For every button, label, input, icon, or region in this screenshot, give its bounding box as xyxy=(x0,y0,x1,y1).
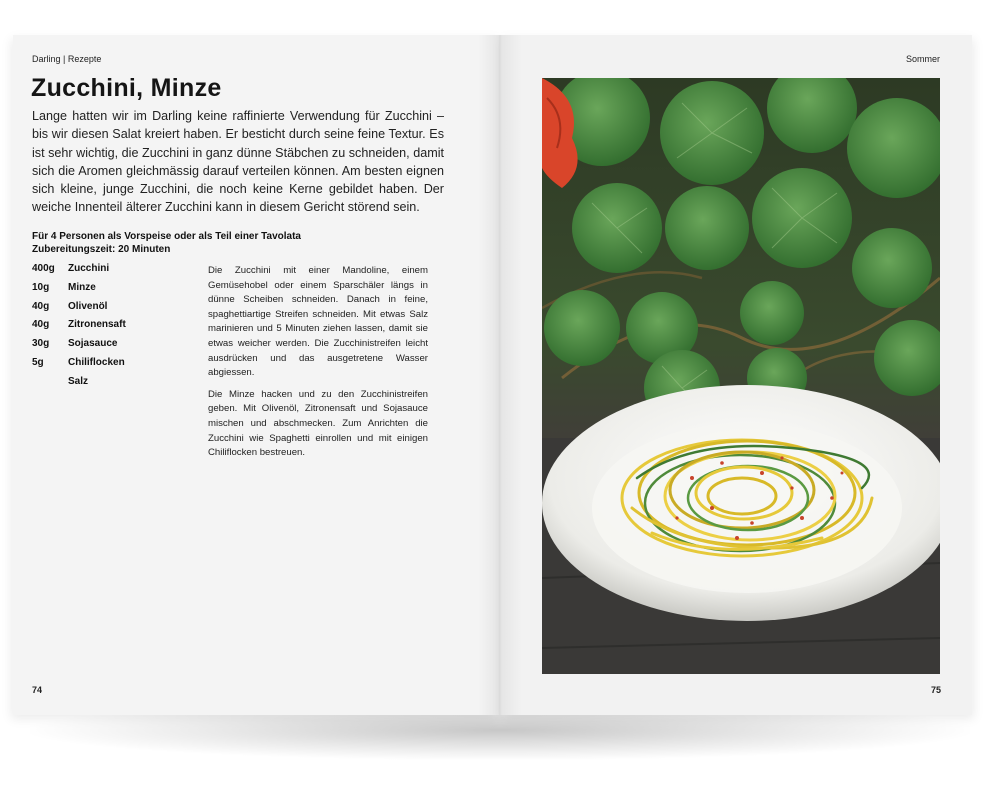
ingredient-name: Minze xyxy=(68,281,96,293)
running-head-left: Darling | Rezepte xyxy=(32,54,102,64)
servings-line: Für 4 Personen als Vorspeise oder als Teil einer Tavolata xyxy=(32,231,301,242)
ingredient-name: Sojasauce xyxy=(68,338,118,350)
ingredient-row xyxy=(32,282,126,301)
ingredient-row xyxy=(32,263,126,282)
ingredient-name: Zitronensaft xyxy=(68,319,126,331)
ingredient-qty: 40g xyxy=(32,319,50,331)
recipe-intro: Lange hatten wir im Darling keine raffinierte Verwendung für Zucchini – bis wir diesen Salat kreiert haben. Er besticht durch seine feine Textur. Es ist sehr wichtig, die Zucchini in ganz dünne Stäbchen zu schneiden, damit sich die Aromen gleichmässig darauf verteilen können. Am besten eignen sich kleine, junge Zucchini, die noch keine Kerne gebildet haben. Der weiche Innenteil älterer Zucchini kann in diesem Gericht störend sein. xyxy=(32,109,444,215)
recipe-title: Zucchini, Minze xyxy=(31,74,222,102)
recipe-meta xyxy=(32,231,301,256)
ingredient-row xyxy=(32,319,126,338)
page-number-right: 75 xyxy=(931,685,942,695)
ingredient-row xyxy=(32,301,126,320)
book-gutter xyxy=(478,35,522,715)
running-head-right: Sommer xyxy=(905,54,940,64)
ingredient-list xyxy=(32,263,126,395)
ingredient-qty: 400g xyxy=(32,263,55,274)
ingredient-qty: 30g xyxy=(32,338,50,350)
ingredient-qty: 10g xyxy=(32,281,50,293)
ingredient-name: Chiliflocken xyxy=(68,356,125,368)
ingredient-row xyxy=(32,357,126,376)
method-text xyxy=(208,264,428,468)
recipe-photo-illustration xyxy=(542,78,940,674)
recipe-photo xyxy=(542,78,940,674)
ingredient-name: Salz xyxy=(68,375,89,387)
page-number-left: 74 xyxy=(32,685,43,695)
ingredient-qty: 5g xyxy=(32,356,44,368)
ingredient-row xyxy=(32,338,126,357)
ingredient-row xyxy=(32,376,126,395)
ingredient-qty: 40g xyxy=(32,300,50,312)
method-paragraph: Die Minze hacken und zu den Zucchinistreifen geben. Mit Olivenöl, Zitronensaft und Sojasauce mischen und abschmecken. Zum Anrichten die Zucchini wie Spaghetti einrollen und mit einigen Chiliflocken bestreuen. xyxy=(208,388,428,459)
prep-time-line: Zubereitungszeit: 20 Minuten xyxy=(32,243,171,255)
ingredient-name: Olivenöl xyxy=(68,300,108,312)
method-paragraph: Die Zucchini mit einer Mandoline, einem Gemüsehobel oder einem Sparschäler längs in dünne Scheiben schneiden. Danach in feine, spaghettiartige Streifen schneiden. Mit etwas Salz marinieren und 5 Minuten ziehen lassen, damit sie etwas weicher werden. Die Zucchinistreifen leicht ausdrücken und das ausgetretene Wasser abgiessen. xyxy=(208,265,428,379)
ingredient-name: Zucchini xyxy=(68,263,110,274)
